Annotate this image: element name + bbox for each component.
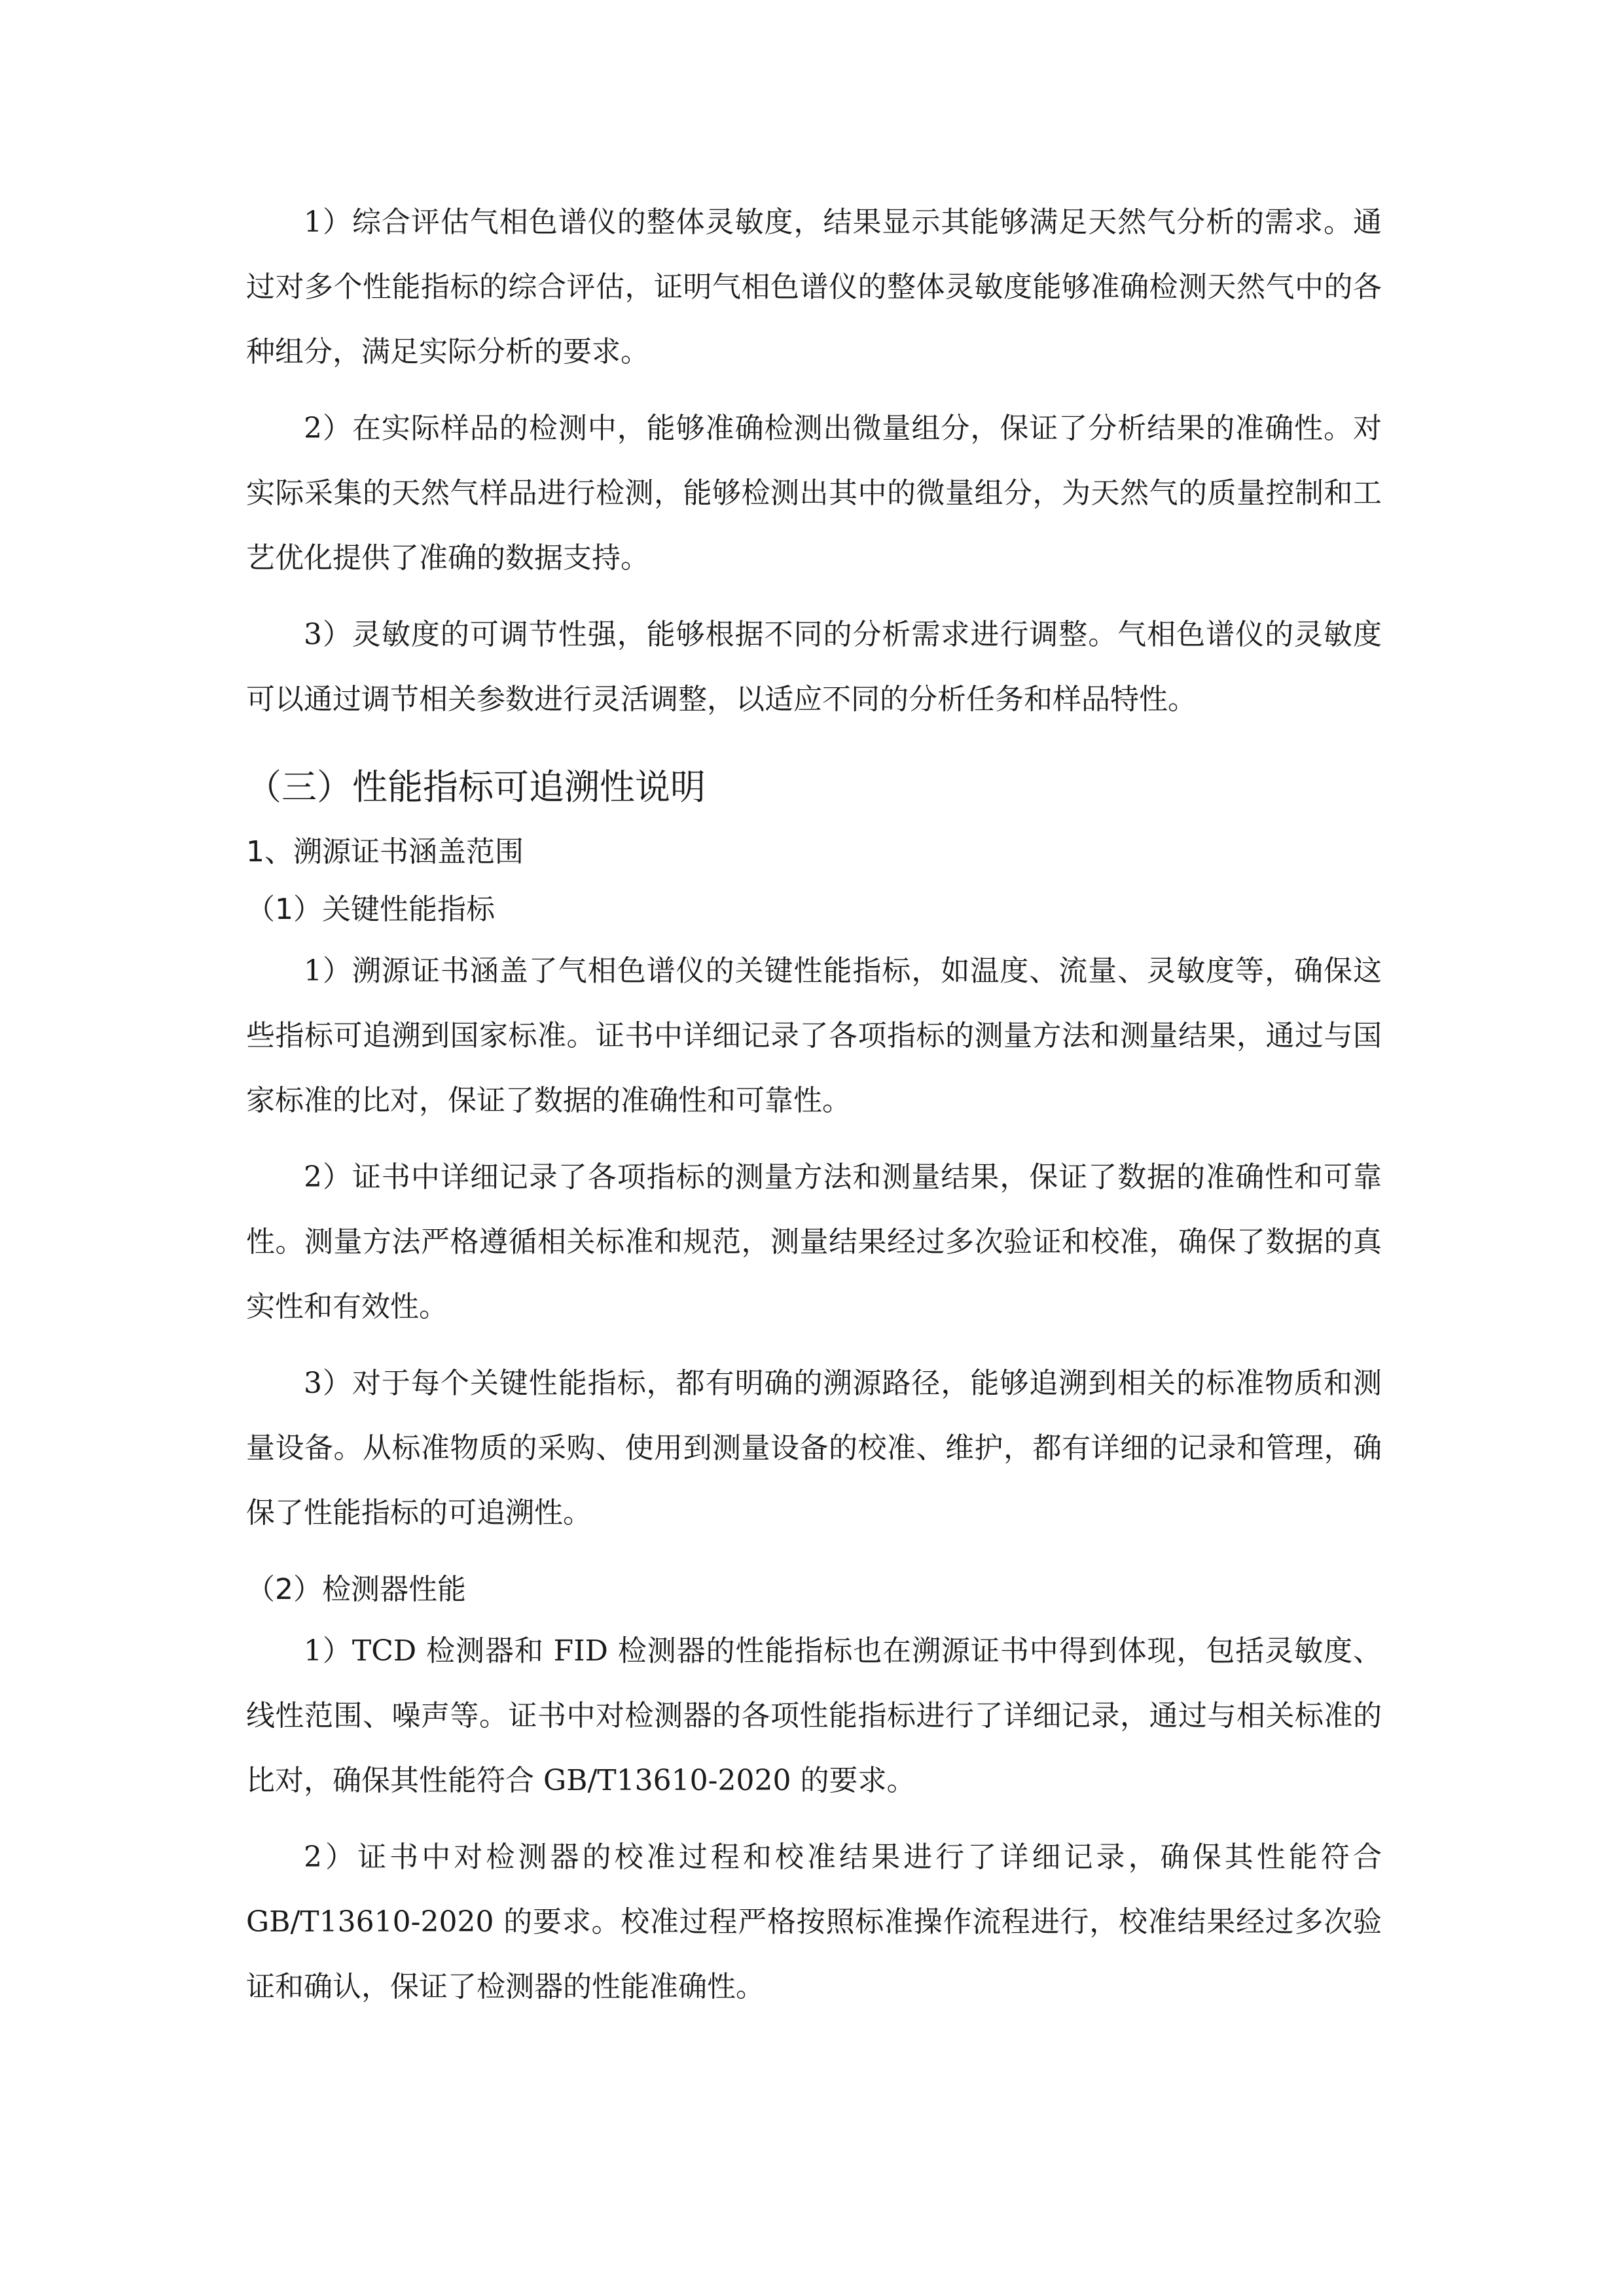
subheading-traceability-scope: 1、溯源证书涵盖范围 — [246, 835, 524, 869]
subsubheading-key-indicators: （1）关键性能指标 — [246, 893, 495, 926]
key-indicators-paragraphs — [246, 939, 1382, 1545]
section-heading: （三）性能指标可追溯性说明 — [246, 766, 706, 808]
detector-paragraph-2: 2）证书中对检测器的校准过程和校准结果进行了详细记录，确保其性能符合 GB/T13610-2020 的要求。校准过程严格按照标准操作流程进行，校准结果经过多次验证和确认，保证了检测器的性能准确性。 — [246, 1840, 1382, 2003]
subsubheading-detector-performance: （2）检测器性能 — [246, 1573, 466, 1606]
intro-paragraph-1: 1）综合评估气相色谱仪的整体灵敏度，结果显示其能够满足天然气分析的需求。通过对多个性能指标的综合评估，证明气相色谱仪的整体灵敏度能够准确检测天然气中的各种组分，满足实际分析的要求。 — [246, 206, 1382, 368]
document-page — [246, 190, 1382, 2019]
detector-paragraph-1: 1）TCD 检测器和 FID 检测器的性能指标也在溯源证书中得到体现，包括灵敏度、线性范围、噪声等。证书中对检测器的各项性能指标进行了详细记录，通过与相关标准的比对，确保其性能符合 GB/T13610-2020 的要求。 — [246, 1634, 1382, 1797]
detector-performance-paragraphs — [246, 1619, 1382, 2019]
spacer — [246, 1545, 1382, 1561]
intro-paragraph-2: 2）在实际样品的检测中，能够准确检测出微量组分，保证了分析结果的准确性。对实际采集的天然气样品进行检测，能够检测出其中的微量组分，为天然气的质量控制和工艺优化提供了准确的数据支持。 — [246, 412, 1382, 575]
intro-paragraph-3: 3）灵敏度的可调节性强，能够根据不同的分析需求进行调整。气相色谱仪的灵敏度可以通过调节相关参数进行灵活调整，以适应不同的分析任务和样品特性。 — [246, 618, 1382, 716]
key-indicators-paragraph-1: 1）溯源证书涵盖了气相色谱仪的关键性能指标，如温度、流量、灵敏度等，确保这些指标可追溯到国家标准。证书中详细记录了各项指标的测量方法和测量结果，通过与国家标准的比对，保证了数据的准确性和可靠性。 — [246, 954, 1382, 1117]
key-indicators-paragraph-3: 3）对于每个关键性能指标，都有明确的溯源路径，能够追溯到相关的标准物质和测量设备。从标准物质的采购、使用到测量设备的校准、维护，都有详细的记录和管理，确保了性能指标的可追溯性。 — [246, 1367, 1382, 1530]
key-indicators-paragraph-2: 2）证书中详细记录了各项指标的测量方法和测量结果，保证了数据的准确性和可靠性。测量方法严格遵循相关标准和规范，测量结果经过多次验证和校准，确保了数据的真实性和有效性。 — [246, 1160, 1382, 1323]
